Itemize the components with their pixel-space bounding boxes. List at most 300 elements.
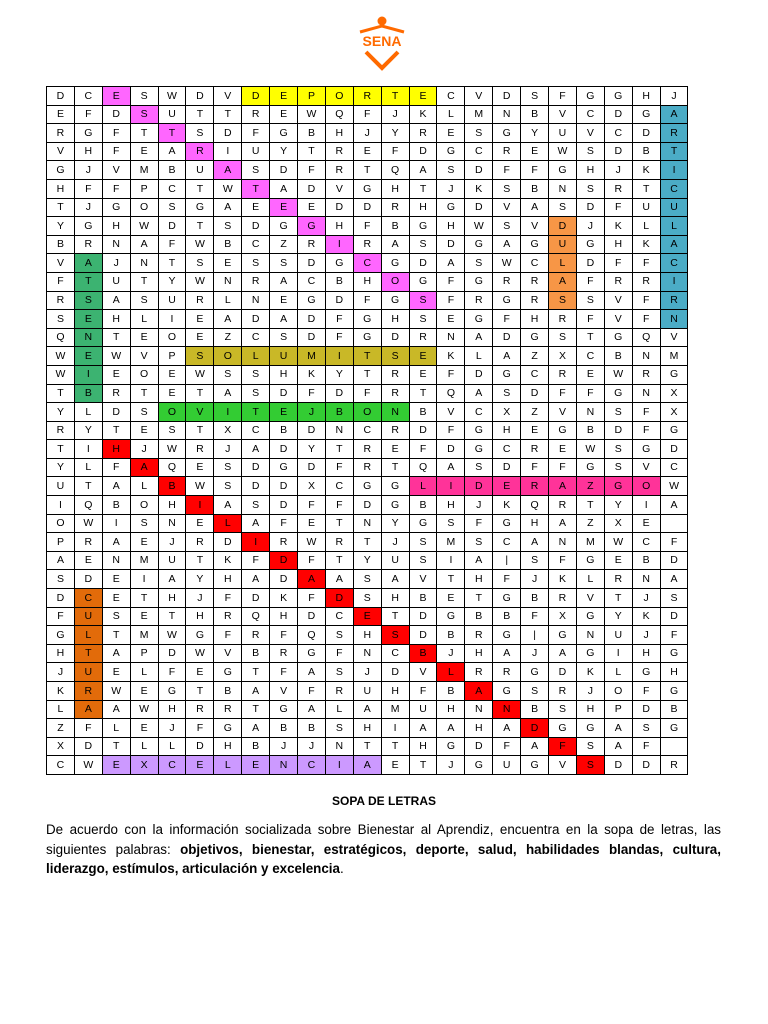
grid-cell: T — [242, 700, 270, 719]
grid-cell: L — [604, 663, 632, 682]
grid-cell: J — [437, 756, 465, 775]
grid-cell: R — [465, 626, 493, 645]
grid-cell: G — [270, 124, 298, 143]
grid-cell: S — [549, 328, 577, 347]
grid-cell: A — [660, 105, 688, 124]
grid-cell: D — [242, 458, 270, 477]
grid-cell: G — [409, 217, 437, 236]
grid-cell: D — [298, 310, 326, 329]
grid-cell: D — [632, 700, 660, 719]
grid-cell: E — [74, 310, 102, 329]
grid-cell: G — [493, 365, 521, 384]
grid-cell: G — [604, 328, 632, 347]
grid-cell: D — [353, 496, 381, 515]
grid-row — [47, 570, 688, 589]
grid-cell: E — [270, 105, 298, 124]
grid-cell: U — [74, 607, 102, 626]
grid-cell: I — [47, 496, 75, 515]
grid-cell: D — [102, 403, 130, 422]
grid-cell: S — [632, 719, 660, 738]
grid-cell: Y — [353, 551, 381, 570]
grid-cell: M — [576, 533, 604, 552]
grid-cell: S — [47, 570, 75, 589]
grid-cell: Y — [381, 514, 409, 533]
grid-cell: V — [47, 254, 75, 273]
grid-cell: D — [270, 570, 298, 589]
grid-cell: A — [74, 254, 102, 273]
grid-cell: F — [102, 142, 130, 161]
grid-cell: D — [493, 328, 521, 347]
grid-cell — [660, 737, 688, 756]
grid-cell: H — [270, 365, 298, 384]
grid-cell: E — [270, 403, 298, 422]
grid-cell: C — [604, 124, 632, 143]
grid-cell: A — [47, 551, 75, 570]
grid-cell: Q — [158, 458, 186, 477]
grid-cell: J — [47, 663, 75, 682]
grid-cell: D — [632, 756, 660, 775]
grid-cell: U — [409, 700, 437, 719]
grid-cell: F — [604, 198, 632, 217]
grid-cell: O — [632, 477, 660, 496]
grid-cell: F — [298, 589, 326, 608]
grid-cell: N — [74, 328, 102, 347]
grid-cell: W — [47, 347, 75, 366]
grid-cell: D — [493, 87, 521, 106]
grid-cell: F — [437, 421, 465, 440]
grid-cell: F — [381, 142, 409, 161]
grid-cell: E — [186, 328, 214, 347]
grid-cell: T — [465, 589, 493, 608]
grid-cell: T — [576, 328, 604, 347]
grid-cell: S — [270, 328, 298, 347]
grid-cell: N — [353, 644, 381, 663]
grid-cell: D — [632, 124, 660, 143]
grid-row — [47, 310, 688, 329]
grid-row — [47, 403, 688, 422]
grid-cell: W — [298, 533, 326, 552]
grid-cell: S — [130, 514, 158, 533]
grid-cell: F — [521, 607, 549, 626]
grid-cell: I — [381, 719, 409, 738]
grid-cell: A — [521, 198, 549, 217]
grid-cell: S — [102, 607, 130, 626]
grid-cell: Y — [604, 607, 632, 626]
grid-cell: D — [102, 105, 130, 124]
grid-cell: H — [409, 737, 437, 756]
grid-cell: R — [325, 533, 353, 552]
grid-cell: X — [549, 607, 577, 626]
grid-cell: E — [102, 365, 130, 384]
grid-cell: B — [158, 161, 186, 180]
grid-cell: R — [186, 533, 214, 552]
grid-row — [47, 421, 688, 440]
grid-cell: D — [465, 737, 493, 756]
grid-cell: G — [549, 161, 577, 180]
grid-cell: X — [298, 477, 326, 496]
grid-cell: D — [270, 496, 298, 515]
grid-cell: G — [576, 458, 604, 477]
grid-cell: R — [74, 533, 102, 552]
grid-cell: J — [186, 589, 214, 608]
grid-cell: E — [130, 719, 158, 738]
grid-cell: E — [102, 87, 130, 106]
grid-cell: T — [381, 607, 409, 626]
grid-cell: B — [158, 477, 186, 496]
grid-cell: L — [549, 254, 577, 273]
grid-cell: D — [270, 477, 298, 496]
grid-cell: G — [660, 365, 688, 384]
grid-cell: S — [409, 551, 437, 570]
grid-cell: T — [409, 384, 437, 403]
grid-cell: U — [270, 347, 298, 366]
grid-cell: G — [409, 272, 437, 291]
grid-cell: N — [576, 403, 604, 422]
grid-cell: W — [74, 756, 102, 775]
grid-cell: G — [576, 719, 604, 738]
grid-cell: D — [465, 477, 493, 496]
grid-cell: T — [353, 737, 381, 756]
grid-cell: D — [381, 328, 409, 347]
grid-cell: V — [604, 291, 632, 310]
grid-cell: L — [47, 700, 75, 719]
grid-cell: F — [325, 644, 353, 663]
grid-cell: J — [353, 124, 381, 143]
grid-cell: W — [158, 440, 186, 459]
grid-cell: E — [186, 756, 214, 775]
grid-cell: E — [102, 589, 130, 608]
grid-cell: S — [521, 551, 549, 570]
grid-cell: A — [298, 663, 326, 682]
grid-cell: E — [409, 365, 437, 384]
grid-cell: R — [604, 179, 632, 198]
grid-cell: E — [381, 756, 409, 775]
grid-cell: X — [493, 403, 521, 422]
grid-cell: I — [102, 514, 130, 533]
grid-cell: A — [604, 719, 632, 738]
grid-cell: F — [409, 682, 437, 701]
grid-cell: T — [47, 384, 75, 403]
grid-row — [47, 198, 688, 217]
grid-cell: A — [270, 272, 298, 291]
grid-cell: B — [521, 105, 549, 124]
grid-cell: K — [214, 551, 242, 570]
grid-cell: K — [493, 496, 521, 515]
grid-cell: A — [242, 719, 270, 738]
grid-cell: U — [186, 161, 214, 180]
grid-cell: I — [632, 496, 660, 515]
grid-cell: F — [102, 458, 130, 477]
grid-cell: T — [158, 254, 186, 273]
grid-cell: D — [186, 87, 214, 106]
grid-cell: B — [325, 403, 353, 422]
grid-cell: T — [186, 682, 214, 701]
grid-cell: H — [465, 644, 493, 663]
grid-cell: B — [74, 384, 102, 403]
grid-cell: N — [270, 756, 298, 775]
grid-row — [47, 365, 688, 384]
grid-cell: X — [604, 514, 632, 533]
grid-cell: Q — [409, 458, 437, 477]
grid-cell: K — [298, 365, 326, 384]
grid-cell: C — [353, 254, 381, 273]
grid-cell: K — [437, 347, 465, 366]
grid-cell: J — [102, 254, 130, 273]
grid-cell: Y — [270, 142, 298, 161]
grid-cell: T — [130, 124, 158, 143]
grid-cell: A — [493, 235, 521, 254]
grid-cell: B — [632, 142, 660, 161]
grid-cell: F — [549, 384, 577, 403]
grid-cell: T — [325, 514, 353, 533]
grid-cell: E — [576, 365, 604, 384]
grid-cell: G — [549, 719, 577, 738]
grid-cell: G — [47, 626, 75, 645]
grid-cell: S — [576, 756, 604, 775]
grid-cell: G — [604, 384, 632, 403]
grid-cell: L — [465, 347, 493, 366]
grid-cell: G — [381, 291, 409, 310]
grid-cell: S — [604, 403, 632, 422]
grid-cell: F — [549, 551, 577, 570]
grid-cell: G — [298, 291, 326, 310]
grid-cell: K — [632, 607, 660, 626]
grid-cell: Q — [521, 496, 549, 515]
grid-cell: G — [660, 421, 688, 440]
grid-cell: L — [74, 403, 102, 422]
grid-cell: A — [242, 514, 270, 533]
grid-cell: W — [604, 365, 632, 384]
grid-cell: D — [521, 719, 549, 738]
grid-cell: L — [158, 737, 186, 756]
grid-cell: S — [130, 403, 158, 422]
grid-cell: T — [186, 217, 214, 236]
grid-cell: Q — [381, 161, 409, 180]
grid-cell: S — [214, 217, 242, 236]
grid-cell: F — [298, 384, 326, 403]
instructions-end: . — [339, 861, 344, 876]
grid-cell: E — [409, 87, 437, 106]
grid-cell: M — [130, 626, 158, 645]
grid-cell: S — [242, 161, 270, 180]
grid-cell: D — [298, 421, 326, 440]
grid-cell: Y — [604, 496, 632, 515]
grid-cell: A — [158, 570, 186, 589]
grid-cell: C — [381, 644, 409, 663]
grid-cell: R — [381, 365, 409, 384]
grid-cell: J — [521, 570, 549, 589]
grid-cell: W — [186, 365, 214, 384]
grid-cell: I — [242, 533, 270, 552]
page-title: SOPA DE LETRAS — [331, 794, 436, 808]
grid-cell: G — [437, 607, 465, 626]
grid-cell: A — [298, 700, 326, 719]
grid-cell: E — [270, 87, 298, 106]
grid-cell: N — [493, 700, 521, 719]
grid-cell: S — [214, 458, 242, 477]
grid-cell: L — [130, 737, 158, 756]
grid-cell: F — [325, 328, 353, 347]
grid-cell: C — [521, 254, 549, 273]
grid-cell: A — [465, 384, 493, 403]
grid-cell: B — [270, 719, 298, 738]
grid-row — [47, 440, 688, 459]
grid-cell: I — [325, 235, 353, 254]
grid-cell: A — [158, 142, 186, 161]
grid-cell: R — [604, 272, 632, 291]
grid-cell: O — [158, 403, 186, 422]
grid-cell: H — [381, 179, 409, 198]
grid-cell: J — [437, 644, 465, 663]
grid-cell: E — [437, 589, 465, 608]
grid-cell: T — [242, 403, 270, 422]
grid-cell: Z — [47, 719, 75, 738]
grid-cell: E — [186, 458, 214, 477]
grid-cell: H — [521, 514, 549, 533]
grid-cell: F — [632, 737, 660, 756]
grid-cell: L — [130, 663, 158, 682]
grid-cell: M — [381, 700, 409, 719]
grid-cell: T — [158, 607, 186, 626]
grid-cell: S — [576, 737, 604, 756]
grid-cell: D — [604, 105, 632, 124]
grid-cell: W — [47, 365, 75, 384]
grid-cell: M — [130, 551, 158, 570]
grid-cell: S — [381, 347, 409, 366]
grid-row — [47, 737, 688, 756]
grid-cell: F — [493, 161, 521, 180]
grid-row — [47, 477, 688, 496]
grid-cell: G — [465, 756, 493, 775]
grid-cell: D — [47, 87, 75, 106]
grid-cell: R — [186, 291, 214, 310]
grid-cell: O — [158, 328, 186, 347]
grid-cell: P — [47, 533, 75, 552]
grid-cell: N — [242, 291, 270, 310]
grid-cell: F — [298, 161, 326, 180]
grid-cell: R — [632, 272, 660, 291]
grid-cell: J — [298, 403, 326, 422]
grid-cell: I — [186, 496, 214, 515]
grid-cell: A — [493, 644, 521, 663]
grid-cell — [660, 514, 688, 533]
grid-cell: R — [186, 440, 214, 459]
grid-cell: T — [74, 272, 102, 291]
grid-cell: V — [409, 663, 437, 682]
grid-cell: B — [409, 589, 437, 608]
grid-row — [47, 514, 688, 533]
grid-cell: F — [158, 663, 186, 682]
grid-cell: F — [660, 626, 688, 645]
grid-cell: G — [158, 682, 186, 701]
grid-cell: D — [298, 254, 326, 273]
grid-cell: B — [576, 421, 604, 440]
grid-cell: T — [186, 551, 214, 570]
grid-cell: R — [521, 272, 549, 291]
grid-cell: R — [493, 142, 521, 161]
grid-cell: E — [270, 198, 298, 217]
grid-cell: H — [381, 310, 409, 329]
grid-cell: A — [381, 235, 409, 254]
grid-cell: F — [325, 496, 353, 515]
grid-cell: G — [353, 328, 381, 347]
grid-cell: H — [576, 161, 604, 180]
grid-cell: T — [214, 105, 242, 124]
grid-cell: R — [549, 496, 577, 515]
grid-cell: N — [325, 421, 353, 440]
grid-cell: N — [465, 700, 493, 719]
grid-cell: D — [604, 756, 632, 775]
grid-cell: V — [521, 217, 549, 236]
grid-cell: Q — [298, 626, 326, 645]
grid-cell: S — [465, 533, 493, 552]
grid-cell: R — [521, 291, 549, 310]
grid-cell: Y — [325, 365, 353, 384]
grid-row — [47, 124, 688, 143]
grid-cell: D — [465, 365, 493, 384]
grid-cell: R — [549, 682, 577, 701]
grid-cell: W — [130, 217, 158, 236]
grid-cell: S — [353, 570, 381, 589]
grid-cell: G — [298, 644, 326, 663]
grid-cell: D — [242, 477, 270, 496]
grid-cell: K — [465, 179, 493, 198]
grid-cell: E — [130, 421, 158, 440]
grid-cell: D — [549, 217, 577, 236]
grid-cell: R — [409, 124, 437, 143]
grid-cell: R — [381, 198, 409, 217]
grid-cell: T — [353, 161, 381, 180]
grid-cell: T — [186, 421, 214, 440]
grid-row — [47, 384, 688, 403]
grid-cell: H — [353, 626, 381, 645]
grid-cell: U — [604, 626, 632, 645]
grid-cell: F — [576, 310, 604, 329]
grid-cell: T — [353, 533, 381, 552]
grid-cell: E — [102, 663, 130, 682]
grid-cell: G — [521, 663, 549, 682]
grid-cell: J — [632, 589, 660, 608]
grid-cell: T — [102, 421, 130, 440]
grid-cell: S — [409, 533, 437, 552]
grid-cell: H — [270, 607, 298, 626]
grid-cell: S — [242, 365, 270, 384]
grid-row — [47, 235, 688, 254]
grid-cell: B — [242, 644, 270, 663]
grid-cell: F — [437, 272, 465, 291]
grid-cell: I — [604, 644, 632, 663]
grid-cell: A — [130, 235, 158, 254]
grid-cell: H — [353, 272, 381, 291]
grid-cell: F — [353, 291, 381, 310]
grid-cell: N — [632, 570, 660, 589]
grid-cell: G — [632, 440, 660, 459]
grid-cell: T — [130, 272, 158, 291]
grid-cell: E — [521, 421, 549, 440]
grid-cell: D — [660, 607, 688, 626]
grid-cell: T — [74, 477, 102, 496]
grid-cell: I — [437, 551, 465, 570]
grid-cell: F — [102, 124, 130, 143]
grid-cell: T — [409, 179, 437, 198]
grid-cell: F — [521, 161, 549, 180]
grid-cell: U — [102, 272, 130, 291]
grid-cell: J — [270, 737, 298, 756]
grid-cell: C — [521, 365, 549, 384]
grid-cell: D — [576, 254, 604, 273]
grid-cell: D — [660, 440, 688, 459]
grid-cell: J — [521, 644, 549, 663]
